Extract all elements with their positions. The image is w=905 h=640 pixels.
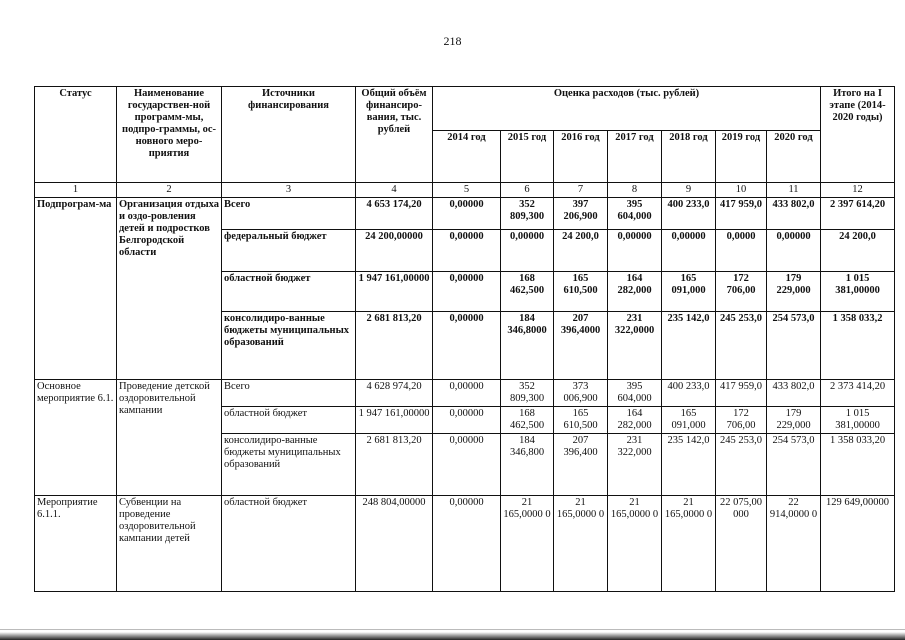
source-cell: областной бюджет <box>222 407 356 434</box>
subprogram-status: Подпрограм-ма <box>35 198 117 380</box>
value-cell: 395 604,000 <box>608 380 662 407</box>
value-cell: 168 462,500 <box>501 272 554 312</box>
value-cell: 0,00000 <box>433 380 501 407</box>
source-cell: федеральный бюджет <box>222 230 356 272</box>
value-cell: 254 573,0 <box>767 312 821 380</box>
value-cell: 164 282,000 <box>608 407 662 434</box>
value-cell: 231 322,000 <box>608 434 662 496</box>
value-cell: 245 253,0 <box>716 312 767 380</box>
stage-total-cell: 1 015 381,00000 <box>821 272 895 312</box>
value-cell: 168 462,500 <box>501 407 554 434</box>
value-cell: 395 604,000 <box>608 198 662 230</box>
column-number: 3 <box>222 183 356 198</box>
value-cell: 21 165,0000 0 <box>662 496 716 592</box>
value-cell: 179 229,000 <box>767 272 821 312</box>
value-cell: 0,0000 <box>716 230 767 272</box>
header-year: 2020 год <box>767 131 821 183</box>
value-cell: 172 706,00 <box>716 407 767 434</box>
value-cell: 400 233,0 <box>662 198 716 230</box>
value-cell: 22 914,0000 0 <box>767 496 821 592</box>
page-number: 218 <box>443 34 462 48</box>
value-cell: 433 802,0 <box>767 380 821 407</box>
event-name: Субвенции на проведение оздоровительной кампании детей <box>117 496 222 592</box>
header-name: Наименование государствен-ной программ-мы, подпро-граммы, ос-новного меро-приятия <box>117 87 222 183</box>
value-cell: 165 091,000 <box>662 272 716 312</box>
value-cell: 417 959,0 <box>716 198 767 230</box>
value-cell: 207 396,4000 <box>554 312 608 380</box>
header-estimate: Оценка расходов (тыс. рублей) <box>433 87 821 131</box>
column-number: 12 <box>821 183 895 198</box>
column-number: 1 <box>35 183 117 198</box>
source-cell: Всего <box>222 380 356 407</box>
value-cell: 235 142,0 <box>662 434 716 496</box>
header-year: 2019 год <box>716 131 767 183</box>
value-cell: 21 165,0000 0 <box>608 496 662 592</box>
main-event-status: Основное мероприятие 6.1. <box>35 380 117 496</box>
value-cell: 184 346,800 <box>501 434 554 496</box>
value-cell: 235 142,0 <box>662 312 716 380</box>
source-cell: консолидиро-ванные бюджеты муниципальных образований <box>222 312 356 380</box>
stage-total-cell: 1 015 381,00000 <box>821 407 895 434</box>
value-cell: 433 802,0 <box>767 198 821 230</box>
table-row <box>35 380 895 407</box>
value-cell: 0,00000 <box>501 230 554 272</box>
value-cell: 0,00000 <box>767 230 821 272</box>
total-cell: 2 681 813,20 <box>356 434 433 496</box>
column-number: 2 <box>117 183 222 198</box>
column-number: 10 <box>716 183 767 198</box>
value-cell: 207 396,400 <box>554 434 608 496</box>
column-number: 6 <box>501 183 554 198</box>
header-status: Статус <box>35 87 117 183</box>
event-status: Мероприятие 6.1.1. <box>35 496 117 592</box>
value-cell: 0,00000 <box>433 407 501 434</box>
total-cell: 248 804,00000 <box>356 496 433 592</box>
source-cell: консолидиро-ванные бюджеты муниципальных образований <box>222 434 356 496</box>
value-cell: 352 809,300 <box>501 380 554 407</box>
stage-total-cell: 2 373 414,20 <box>821 380 895 407</box>
total-cell: 4 653 174,20 <box>356 198 433 230</box>
header-year: 2017 год <box>608 131 662 183</box>
value-cell: 0,00000 <box>662 230 716 272</box>
value-cell: 245 253,0 <box>716 434 767 496</box>
table-row <box>35 198 895 230</box>
value-cell: 231 322,0000 <box>608 312 662 380</box>
scan-edge-shadow <box>0 632 905 640</box>
value-cell: 400 233,0 <box>662 380 716 407</box>
header-year: 2015 год <box>501 131 554 183</box>
header-total: Общий объём финансиро-вания, тыс. рублей <box>356 87 433 183</box>
column-number: 5 <box>433 183 501 198</box>
value-cell: 164 282,000 <box>608 272 662 312</box>
header-sources: Источники финансирования <box>222 87 356 183</box>
subprogram-name: Организация отдыха и оздо-ровления детей и подростков Белгородской области <box>117 198 222 380</box>
stage-total-cell: 129 649,00000 <box>821 496 895 592</box>
value-cell: 0,00000 <box>433 312 501 380</box>
value-cell: 165 091,000 <box>662 407 716 434</box>
value-cell: 254 573,0 <box>767 434 821 496</box>
source-cell: областной бюджет <box>222 496 356 592</box>
value-cell: 0,00000 <box>433 230 501 272</box>
value-cell: 24 200,0 <box>554 230 608 272</box>
column-number: 11 <box>767 183 821 198</box>
value-cell: 22 075,00 000 <box>716 496 767 592</box>
scan-edge-line <box>0 629 905 630</box>
stage-total-cell: 2 397 614,20 <box>821 198 895 230</box>
total-cell: 4 628 974,20 <box>356 380 433 407</box>
total-cell: 1 947 161,00000 <box>356 407 433 434</box>
value-cell: 165 610,500 <box>554 272 608 312</box>
column-number: 7 <box>554 183 608 198</box>
total-cell: 2 681 813,20 <box>356 312 433 380</box>
total-cell: 1 947 161,00000 <box>356 272 433 312</box>
budget-table <box>34 86 895 592</box>
value-cell: 184 346,8000 <box>501 312 554 380</box>
stage-total-cell: 1 358 033,20 <box>821 434 895 496</box>
main-event-name: Проведение детской оздоровительной кампании <box>117 380 222 496</box>
column-number: 8 <box>608 183 662 198</box>
value-cell: 352 809,300 <box>501 198 554 230</box>
header-year: 2016 год <box>554 131 608 183</box>
value-cell: 373 006,900 <box>554 380 608 407</box>
value-cell: 21 165,0000 0 <box>501 496 554 592</box>
value-cell: 0,00000 <box>433 496 501 592</box>
value-cell: 0,00000 <box>433 198 501 230</box>
header-year: 2018 год <box>662 131 716 183</box>
header-stage-total: Итого на I этапе (2014-2020 годы) <box>821 87 895 183</box>
table-row <box>35 496 895 592</box>
column-number: 9 <box>662 183 716 198</box>
value-cell: 0,00000 <box>433 272 501 312</box>
stage-total-cell: 24 200,0 <box>821 230 895 272</box>
value-cell: 417 959,0 <box>716 380 767 407</box>
value-cell: 165 610,500 <box>554 407 608 434</box>
source-cell: Всего <box>222 198 356 230</box>
value-cell: 179 229,000 <box>767 407 821 434</box>
value-cell: 0,00000 <box>608 230 662 272</box>
stage-total-cell: 1 358 033,2 <box>821 312 895 380</box>
value-cell: 21 165,0000 0 <box>554 496 608 592</box>
total-cell: 24 200,00000 <box>356 230 433 272</box>
value-cell: 0,00000 <box>433 434 501 496</box>
source-cell: областной бюджет <box>222 272 356 312</box>
value-cell: 172 706,00 <box>716 272 767 312</box>
value-cell: 397 206,900 <box>554 198 608 230</box>
column-number: 4 <box>356 183 433 198</box>
header-year: 2014 год <box>433 131 501 183</box>
column-number-row <box>35 183 895 198</box>
